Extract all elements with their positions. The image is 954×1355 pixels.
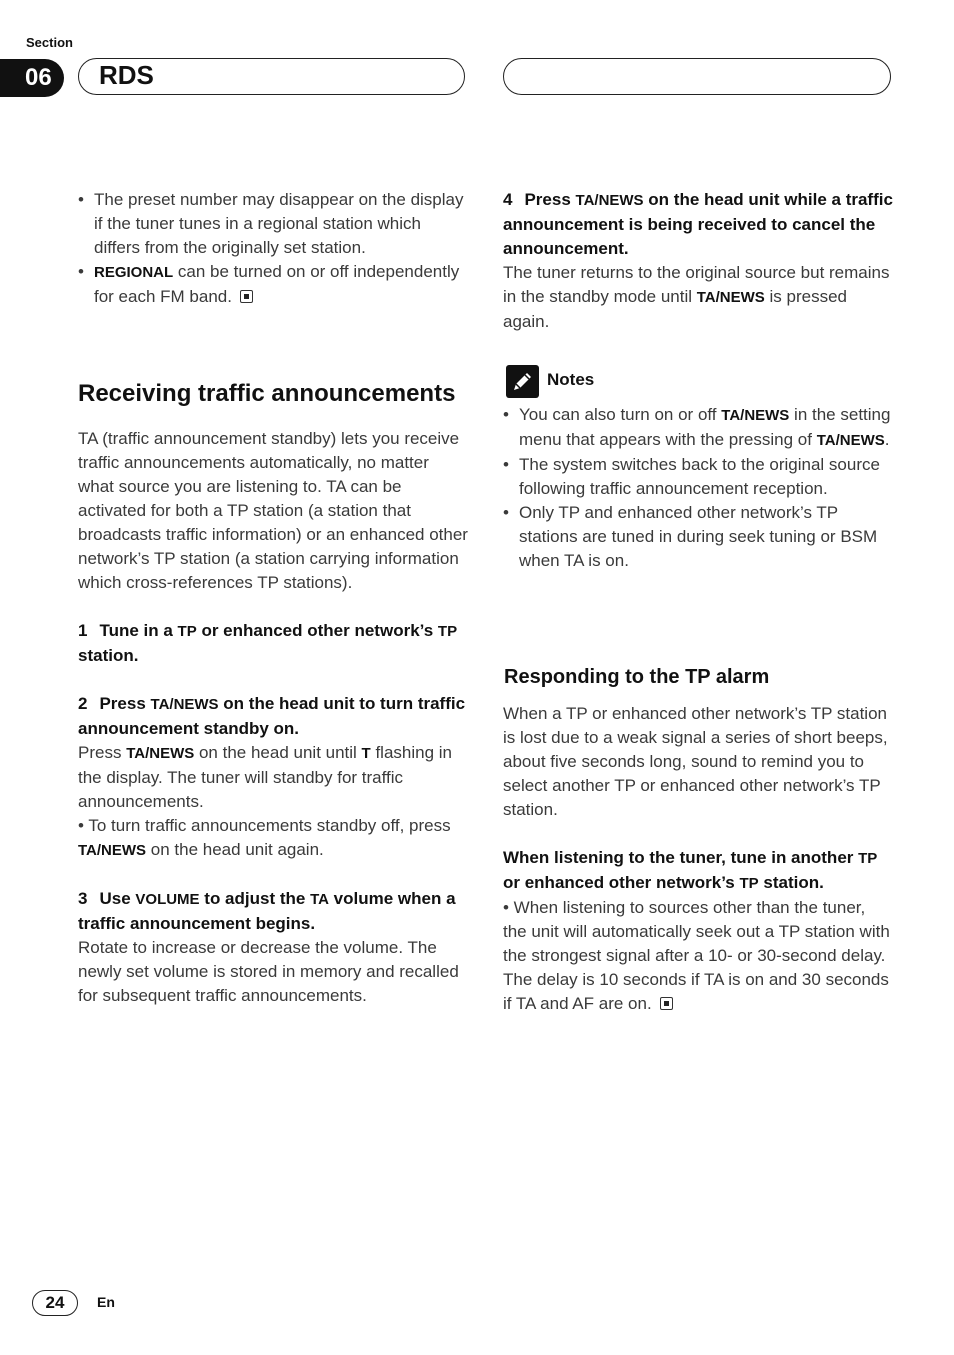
alarm-section [503,702,893,1016]
step-2-subnote: • To turn traffic announcements standby off, press TA/NEWS on the head unit again. [78,816,451,859]
list-item: • Only TP and enhanced other network’s TP stations are tuned in during seek tuning or BSM when TA is on. [503,503,878,570]
bullet-text: The preset number may disappear on the display if the tuner tunes in a regional station which differs from the originally set station. [94,190,464,257]
header-blank-box [503,58,891,95]
step-4: 4 Press TA/NEWS on the head unit while a traffic announcement is being received to cancel the announcement. [503,190,893,258]
right-column [503,188,893,334]
step-3: 3 Use VOLUME to adjust the TA volume when a traffic announcement begins. [78,889,456,933]
step-4-body: The tuner returns to the original source but remains in the standby mode until TA/NEWS is pressed again. [503,263,890,331]
notes-pencil-icon [506,365,539,398]
left-column [78,188,468,309]
page-number: 24 [32,1290,78,1316]
end-mark-icon [240,290,253,303]
section-number-tab: 06 [0,59,64,97]
language-label: En [97,1294,115,1310]
section-label: Section [26,35,73,50]
step-3-body: Rotate to increase or decrease the volume. The newly set volume is stored in memory and recalled for subsequent traffic announcements. [78,938,459,1005]
key-label: REGIONAL [94,264,174,281]
list-item: • The system switches back to the original source following traffic announcement reception. [503,455,880,498]
step-2-body: Press TA/NEWS on the head unit until T flashing in the display. The tuner will standby for traffic announcements. [78,743,452,811]
end-mark-icon [660,997,673,1010]
intro-paragraph: TA (traffic announcement standby) lets you receive traffic announcements automatically, no matter what source you are listening to. TA can be activated for both a TP station (a station that broadcasts traffic information) or an enhanced other network’s TP station (a station carrying information which cross-references TP stations). [78,429,468,592]
section-heading: Receiving traffic announcements [78,380,456,407]
list-item: • The preset number may disappear on the display if the tuner tunes in a regional station which differs from the originally set station. [78,190,464,257]
page-title: RDS [99,60,154,90]
alarm-instruction: When listening to the tuner, tune in another TP or enhanced other network’s TP station. [503,848,878,892]
step-2: 2 Press TA/NEWS on the head unit to turn traffic announcement standby on. [78,694,466,738]
list-item: • REGIONAL can be turned on or off independently for each FM band. [78,262,460,306]
notes-list [503,403,893,573]
alarm-instruction-body: • When listening to sources other than the tuner, the unit will automatically seek out a TP station with the strongest signal after a 10- or 30-second delay. The delay is 10 seconds if TA is on and 30 seconds if TA and AF are on. [503,898,890,1013]
bullet-text: can be turned on or off independently for each FM band. [94,262,460,306]
alarm-paragraph: When a TP or enhanced other network’s TP station is lost due to a weak signal a series of short beeps, about five seconds long, sound to remind you to select another TP or enhanced other network’s TP station. [503,704,888,819]
subsection-heading: Responding to the TP alarm [504,666,770,688]
notes-title: Notes [547,370,595,389]
step-1: 1 Tune in a TP or enhanced other network’s TP station. [78,621,458,665]
left-body [78,427,468,1008]
header-title-box [78,58,465,95]
list-item: • You can also turn on or off TA/NEWS in the setting menu that appears with the pressing of TA/NEWS. [503,405,891,449]
